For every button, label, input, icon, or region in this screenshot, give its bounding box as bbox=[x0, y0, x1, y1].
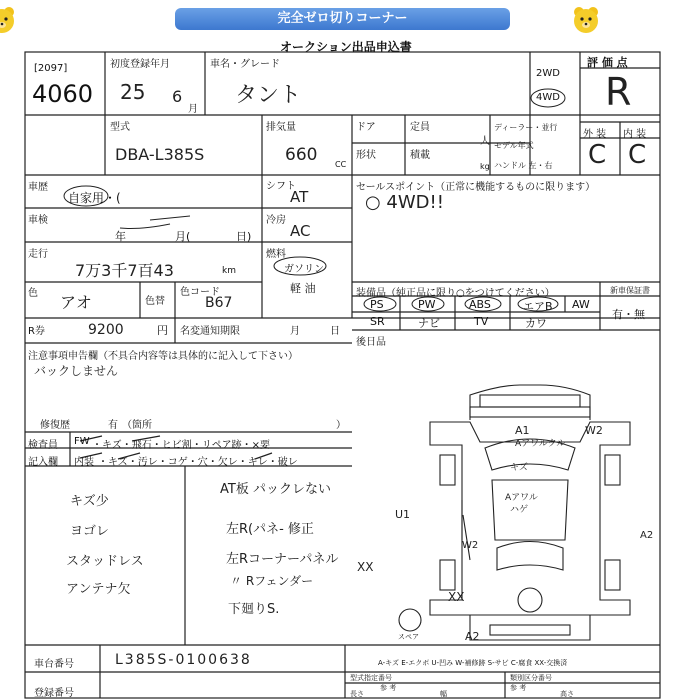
interior-label: 内 装 bbox=[623, 129, 647, 140]
drive-4wd: 4WD bbox=[536, 92, 560, 103]
recycle-unit: 円 bbox=[157, 324, 168, 337]
usage-label: 車歴 bbox=[28, 182, 48, 193]
remark-5: 下廻りS. bbox=[228, 602, 280, 617]
inspector-note-4: アンテナ欠 bbox=[66, 582, 131, 597]
registration-label: 初度登録年月 bbox=[110, 59, 170, 70]
grade-value: R bbox=[605, 70, 632, 114]
dealer-label: ディーラー・並行 bbox=[494, 123, 558, 132]
sales-point-value: ○ 4WD!! bbox=[365, 192, 444, 213]
shift-label: シフト bbox=[266, 181, 296, 192]
name-change-day: 日 bbox=[330, 326, 340, 337]
color-label: 色 bbox=[28, 288, 38, 299]
name-change-label: 名変通知期限 bbox=[180, 326, 240, 337]
footer-ref: 参 考 bbox=[380, 684, 397, 692]
color-value: アオ bbox=[60, 293, 92, 312]
diagram-label: XX bbox=[357, 560, 374, 574]
inspector-label-2: 記入欄 bbox=[28, 457, 58, 468]
drive-2wd: 2WD bbox=[536, 68, 560, 79]
inspector-note-2: ヨゴレ bbox=[70, 524, 110, 539]
inspector-fw-items: ・キズ・飛石・ヒビ割・リペア跡・×要 bbox=[92, 440, 270, 451]
inspector-note-1: キズ少 bbox=[70, 494, 109, 509]
inspection-year: 年 bbox=[115, 230, 126, 243]
mileage-label: 走行 bbox=[28, 249, 48, 260]
repair-close: ） bbox=[336, 420, 346, 431]
displacement-value: 660 bbox=[285, 145, 318, 165]
usage-value: 自家用・( bbox=[68, 191, 121, 205]
diagram-label: XX bbox=[448, 590, 465, 604]
inspector-interior: 内装 bbox=[74, 457, 94, 468]
exterior-label: 外 装 bbox=[583, 129, 607, 140]
warranty-label: 新車保証書 bbox=[610, 286, 650, 295]
car-name-value: タント bbox=[235, 83, 302, 108]
load-label: 積載 bbox=[410, 150, 430, 161]
color-code-label: 色コード bbox=[180, 287, 220, 298]
diagram-label: W2 bbox=[585, 424, 603, 437]
dealer-handle: ハンドル 左・右 bbox=[494, 161, 553, 170]
registration-no-label: 登録番号 bbox=[34, 688, 74, 699]
interior-value: C bbox=[628, 140, 647, 170]
color-change-label: 色替 bbox=[145, 296, 165, 307]
aircon-label: 冷房 bbox=[266, 215, 286, 226]
diagram-label: A1 bbox=[515, 424, 530, 437]
color-code-value: B67 bbox=[205, 295, 233, 311]
diagram-label: U1 bbox=[395, 508, 411, 521]
equipment-tv: TV bbox=[474, 315, 489, 328]
equipment-aw: AW bbox=[572, 298, 590, 311]
repair-value: 有 bbox=[108, 420, 118, 431]
capacity-unit: 人 bbox=[480, 136, 490, 147]
diagram-label: キズ bbox=[510, 463, 528, 473]
form-title: オークション出品申込書 bbox=[280, 40, 412, 54]
equipment-leather: カワ bbox=[525, 317, 547, 330]
door-label: ドア bbox=[356, 122, 376, 133]
registration-month: 6 bbox=[172, 87, 183, 106]
fuel-gasoline: ガソリン bbox=[284, 264, 324, 275]
displacement-label: 排気量 bbox=[266, 122, 296, 133]
inspection-label: 車検 bbox=[28, 215, 48, 226]
shape-label: 形状 bbox=[356, 150, 376, 161]
diagram-spare-label: スペア bbox=[398, 633, 419, 641]
mileage-unit: km bbox=[222, 266, 236, 276]
equipment-pw: PW bbox=[418, 298, 436, 311]
chassis-value: L385S-0100638 bbox=[115, 652, 252, 668]
recycle-value: 9200 bbox=[88, 322, 124, 338]
remark-1: AT板 パックレない bbox=[220, 482, 331, 497]
model-value: DBA-L385S bbox=[115, 145, 205, 164]
dealer-model-year: モデル年式 bbox=[494, 141, 534, 150]
car-name-label: 車名・グレード bbox=[210, 59, 280, 70]
equipment-navi: ナビ bbox=[418, 317, 440, 330]
banner-title: 完全ゼロ切りコーナー bbox=[175, 8, 510, 30]
lot-number: 4060 bbox=[32, 80, 94, 108]
sales-point-label: セールスポイント（正常に機能するものに限ります） bbox=[356, 182, 596, 193]
diagram-label: A2 bbox=[640, 530, 654, 541]
footer-width: 幅 bbox=[440, 690, 447, 698]
diagram-label: W2 bbox=[462, 540, 479, 551]
inspector-label-1: 検査員 bbox=[28, 440, 58, 451]
inspector-fw: FW bbox=[74, 436, 90, 447]
remark-3: 左Rコーナーパネル bbox=[226, 552, 339, 567]
displacement-unit: CC bbox=[335, 160, 347, 169]
footer-length: 長さ bbox=[350, 690, 364, 698]
shift-value: AT bbox=[290, 188, 309, 206]
equipment-ps: PS bbox=[370, 298, 384, 311]
diagram-label: Aアワル bbox=[505, 493, 538, 503]
load-unit: kg bbox=[480, 162, 490, 171]
notes-label: 注意事項申告欄（不具合内容等は具体的に記入して下さい） bbox=[28, 351, 298, 362]
name-change-month: 月 bbox=[290, 326, 300, 337]
footer-height: 高さ bbox=[560, 690, 574, 698]
delivery-label: 後日品 bbox=[356, 337, 386, 348]
inspection-month: 月( bbox=[175, 230, 191, 243]
equipment-abs: ABS bbox=[469, 298, 491, 311]
fuel-diesel: 軽 油 bbox=[290, 282, 316, 295]
exterior-value: C bbox=[588, 140, 607, 170]
diagram-label: ハゲ bbox=[510, 505, 529, 515]
warranty-value: 有・無 bbox=[612, 308, 645, 321]
inspector-note-3: スタッドレス bbox=[66, 554, 144, 569]
diagram-label: A2 bbox=[465, 630, 480, 643]
diagram-label: Aアワルクル bbox=[515, 439, 566, 449]
repair-place: （箇所 bbox=[122, 420, 152, 431]
footer-model-cert: 型式指定番号 bbox=[350, 674, 392, 682]
repair-label: 修復歴 bbox=[40, 420, 70, 431]
lot-number-small: [2097] bbox=[34, 63, 68, 74]
chassis-label: 車台番号 bbox=[34, 659, 74, 670]
mileage-value: 7万3千7百43 bbox=[75, 261, 174, 280]
capacity-label: 定員 bbox=[410, 122, 430, 133]
inspector-interior-items: ・キズ・汚レ・コゲ・穴・欠レ・キレ・破レ bbox=[98, 457, 298, 468]
registration-month-unit: 月 bbox=[188, 104, 198, 115]
equipment-label: 装備品（純正品に限り○をつけてください） bbox=[356, 288, 555, 299]
aircon-value: AC bbox=[290, 222, 311, 240]
footer-class-no: 類別区分番号 bbox=[510, 674, 552, 682]
damage-legend: A-キズ E-エクボ U-凹み W-補修跡 S-サビ C-腐食 XX-交換済 bbox=[378, 659, 568, 667]
registration-year: 25 bbox=[120, 80, 146, 104]
grade-label: 評 価 点 bbox=[587, 56, 628, 69]
equipment-sr: SR bbox=[370, 315, 385, 328]
notes-value: バックしません bbox=[34, 364, 119, 378]
footer-ref-2: 参 考 bbox=[510, 684, 527, 692]
remark-2: 左R(パネ- 修正 bbox=[226, 522, 314, 537]
fuel-label: 燃料 bbox=[266, 249, 286, 260]
recycle-label: R券 bbox=[28, 326, 45, 337]
equipment-airbag: エアB bbox=[523, 300, 553, 313]
inspection-day: 日) bbox=[236, 230, 252, 243]
remark-4: 〃 Rフェンダー bbox=[230, 574, 314, 588]
model-label: 型式 bbox=[110, 122, 130, 133]
